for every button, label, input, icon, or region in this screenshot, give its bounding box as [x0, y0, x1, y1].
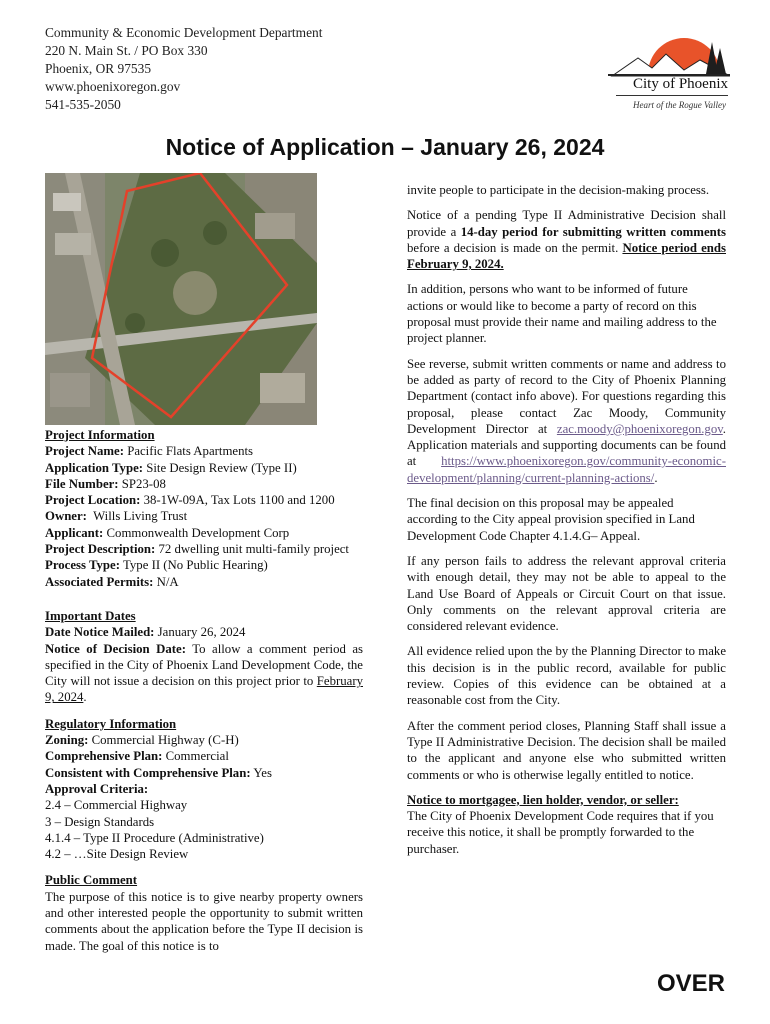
- process-type-row: [45, 557, 363, 573]
- consistent-row: [45, 765, 363, 781]
- left-column: [45, 427, 363, 954]
- file-number-value: SP23-08: [121, 476, 166, 491]
- comprehensive-plan-value: Commercial: [165, 749, 229, 764]
- mortgagee-notice-section: [407, 792, 726, 857]
- mortgagee-notice-text: The City of Phoenix Development Code requires that if you receive this notice, it shall be promptly forwarded to the purchaser.: [407, 809, 714, 856]
- aerial-site-photo: [45, 173, 317, 425]
- right-column: [407, 182, 726, 866]
- important-dates-heading: Important Dates: [45, 608, 136, 623]
- comprehensive-plan-row: [45, 748, 363, 764]
- public-record-paragraph: All evidence relied upon the by the Planning Director to make this decision is in the public record, available for public review. Copies of this evidence can be obtained at a reasonable cost from the City.: [407, 644, 726, 708]
- process-type-label: Process Type:: [45, 558, 120, 573]
- file-number-label: File Number:: [45, 476, 119, 491]
- project-information-heading: Project Information: [45, 428, 155, 442]
- public-comment-heading: Public Comment: [45, 873, 138, 888]
- criteria-item: 4.2 – …Site Design Review: [45, 847, 189, 862]
- zoning-label: Zoning:: [45, 733, 89, 748]
- public-comment-section: [45, 872, 363, 953]
- decision-date-value: February 9, 2024: [45, 674, 363, 705]
- comment-period-closes-paragraph: After the comment period closes, Planning Staff shall issue a Type II Administrative Decision. The decision shall be mailed to the applicant and anyone else who submitted written comments or who is otherwise legally entitled to notice.: [407, 718, 726, 782]
- project-location-label: Project Location:: [45, 493, 141, 508]
- project-location-value: 38-1W-09A, Tax Lots 1100 and 1200: [143, 493, 335, 508]
- project-description-value: 72 dwelling unit multi-family project: [158, 542, 349, 557]
- zoning-row: [45, 732, 363, 748]
- pending-decision-text: Notice of a pending Type II Administrative Decision shall provide a: [407, 208, 726, 239]
- participation-paragraph: invite people to participate in the decision-making process.: [407, 183, 710, 197]
- important-dates-section: [45, 608, 363, 706]
- regulatory-information-section: [45, 716, 363, 863]
- owner-row: [45, 508, 363, 524]
- city-logo: [608, 28, 730, 118]
- mortgagee-notice-heading: Notice to mortgagee, lien holder, vendor, or seller:: [407, 792, 679, 807]
- notice-period-ends: Notice period ends February 9, 2024.: [407, 240, 726, 272]
- zoning-value: Commercial Highway (C-H): [91, 733, 239, 748]
- pending-decision-paragraph: [407, 207, 726, 272]
- logo-city-name: City of Phoenix: [616, 76, 728, 96]
- appeal-paragraph: The final decision on this proposal may be appealed according to the City appeal provision specified in Land Development Code Chapter 4.1.4.G– Appeal.: [407, 496, 695, 543]
- contact-paragraph: See reverse, submit written comments or name and address to be added as party of record to the City of Phoenix Planning Department (contact info above). For questions regarding this proposal, please contact Zac Moody, Community Development Director at zac.moody@phoenixoregon.gov. Application materials and supporting documents can be found at https://www.phoenixoregon.gov/community-economic-development/planning/current-planning-actions/.: [407, 356, 726, 485]
- decision-date-text: To allow a comment period as specified in the City of Phoenix Land Development Code, the City will not issue a decision on this project prior to: [45, 641, 364, 689]
- owner-value: Wills Living Trust: [93, 509, 188, 524]
- approval-criteria-paragraph: If any person fails to address the relevant approval criteria with enough detail, they may not be able to appeal to the Land Use Board of Appeals or Circuit Court on that issue. Only comments on the relevant approval criteria are considered relevant evidence.: [407, 553, 726, 634]
- department-name: Community & Economic Development Department: [45, 25, 323, 40]
- website-text: www.phoenixoregon.gov: [45, 79, 181, 94]
- project-name-row: [45, 443, 363, 459]
- comment-period-text: 14-day period for submitting written comments: [460, 224, 726, 239]
- page-title: Notice of Application – January 26, 2024: [165, 134, 605, 160]
- sun-mountain-icon: [608, 28, 730, 78]
- criteria-item: 3 – Design Standards: [45, 814, 155, 829]
- decision-date-row: Notice of Decision Date: To allow a comment period as specified in the City of Phoenix Land Development Code, the City will not issue a decision on this project prior to February 9, 2024.: [45, 641, 364, 705]
- application-type-row: [45, 460, 363, 476]
- materials-text: . Application materials and supporting documents can be found at: [407, 421, 726, 469]
- party-of-record-paragraph: In addition, persons who want to be informed of future actions or would like to become a party of record on this proposal must provide their name and mailing address to the project planner.: [407, 282, 717, 346]
- phone-text: 541-535-2050: [45, 97, 121, 112]
- application-type-value: Site Design Review (Type II): [146, 460, 297, 475]
- date-mailed-value: January 26, 2024: [157, 625, 246, 640]
- applicant-label: Applicant:: [45, 525, 104, 540]
- pending-decision-text-2: before a decision is made on the permit.: [407, 240, 619, 255]
- project-name-label: Project Name:: [45, 444, 124, 459]
- planning-actions-link[interactable]: https://www.phoenixoregon.gov/community-economic-development/planning/current-planning-actions/: [407, 454, 726, 485]
- aerial-map-image: [45, 173, 317, 425]
- project-location-row: [45, 492, 363, 508]
- applicant-value: Commonwealth Development Corp: [106, 525, 290, 540]
- public-comment-text: The purpose of this notice is to give nearby property owners and other interested people the opportunity to submit written comments about the application before the Type II decision is made. The goal of this notice is to: [45, 889, 363, 953]
- project-description-label: Project Description:: [45, 542, 156, 557]
- consistent-label: Consistent with Comprehensive Plan:: [45, 765, 251, 780]
- consistent-value: Yes: [253, 765, 272, 780]
- date-mailed-label: Date Notice Mailed:: [45, 625, 155, 640]
- regulatory-information-heading: Regulatory Information: [45, 716, 177, 731]
- over-label: OVER: [656, 970, 725, 997]
- criteria-item: 2.4 – Commercial Highway: [45, 798, 188, 813]
- logo-tagline: Heart of the Rogue Valley: [633, 100, 726, 110]
- project-name-value: Pacific Flats Apartments: [127, 444, 254, 459]
- approval-criteria-label: Approval Criteria:: [45, 781, 149, 796]
- comprehensive-plan-label: Comprehensive Plan:: [45, 749, 163, 764]
- associated-permits-value: N/A: [156, 574, 179, 589]
- application-type-label: Application Type:: [45, 460, 144, 475]
- owner-label: Owner:: [45, 509, 87, 524]
- criteria-item: 4.1.4 – Type II Procedure (Administrative): [45, 830, 264, 845]
- project-information-section: [45, 427, 363, 590]
- department-address-block: [45, 24, 322, 114]
- date-mailed-row: [45, 624, 363, 640]
- associated-permits-label: Associated Permits:: [45, 574, 154, 589]
- applicant-row: [45, 525, 363, 541]
- contact-text: See reverse, submit written comments or name and address to be added as party of record to the City of Phoenix Planning Department (contact info above). For questions regarding this proposal, please contact Zac Moody, Community Development Director at: [407, 356, 726, 436]
- contact-email-link[interactable]: zac.moody@phoenixoregon.gov: [556, 421, 723, 436]
- associated-permits-row: [45, 574, 363, 590]
- project-description-row: [45, 541, 363, 557]
- file-number-row: [45, 476, 363, 492]
- decision-date-label: Notice of Decision Date:: [45, 641, 186, 656]
- process-type-value: Type II (No Public Hearing): [122, 558, 268, 573]
- address-line-1: 220 N. Main St. / PO Box 330: [45, 43, 208, 58]
- address-line-2: Phoenix, OR 97535: [45, 61, 152, 76]
